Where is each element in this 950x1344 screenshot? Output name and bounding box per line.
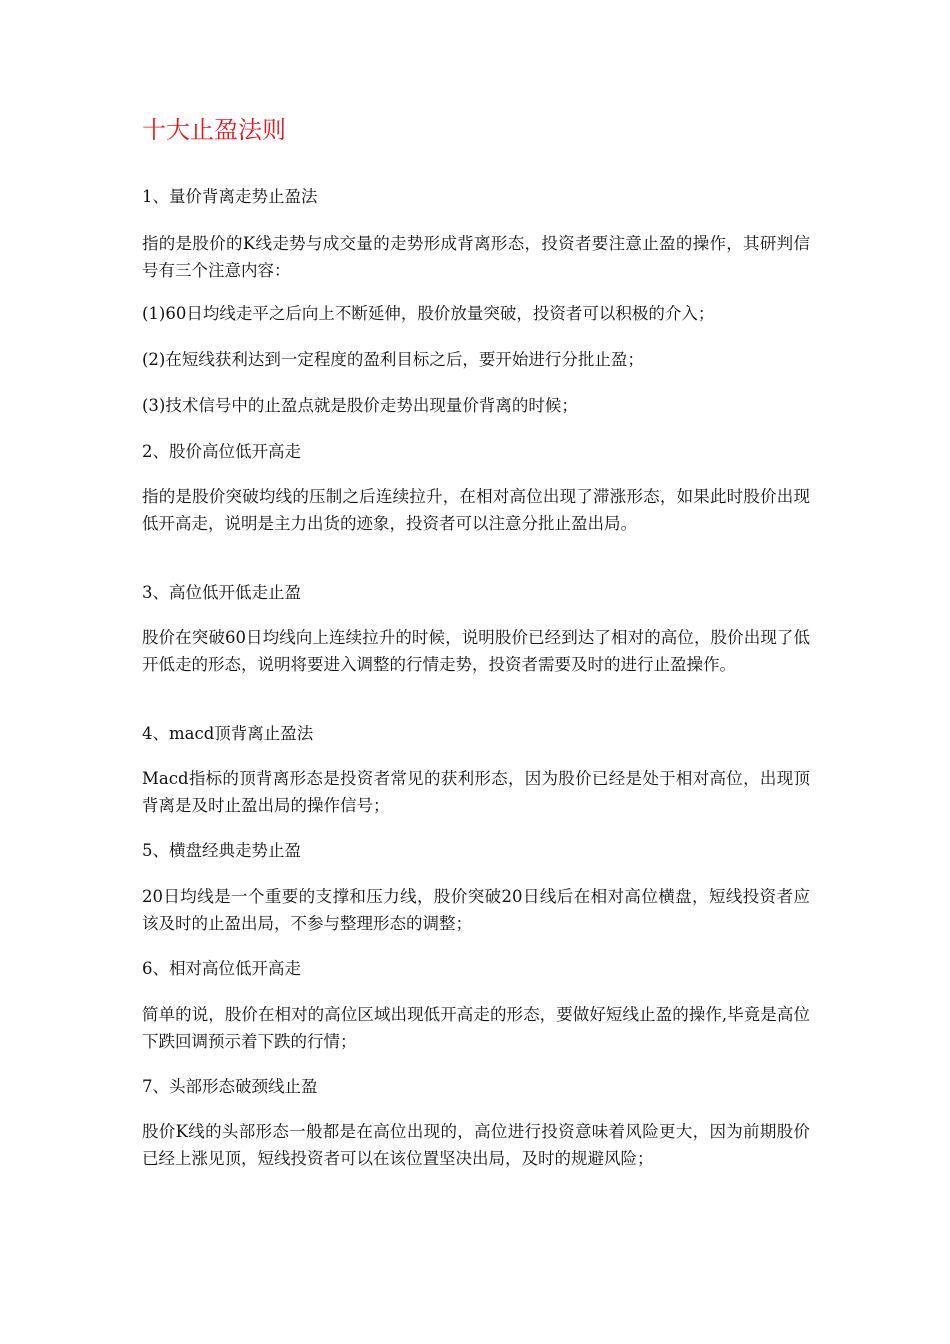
section-1-paragraph-4: (3)技术信号中的止盈点就是股价走势出现量价背离的时候； (142, 396, 578, 415)
section-heading-6: 6、相对高位低开高走 (142, 959, 301, 978)
section-heading-1: 1、量价背离走势止盈法 (142, 187, 318, 206)
section-heading-7: 7、头部形态破颈线止盈 (142, 1077, 318, 1096)
section-7-paragraph-1: 股价K线的头部形态一般都是在高位出现的，高位进行投资意味着风险更大，因为前期股价已经上涨见顶，短线投资者可以在该位置坚决出局，及时的规避风险； (142, 1122, 810, 1168)
section-5-paragraph-1: 20日均线是一个重要的支撑和压力线，股价突破20日线后在相对高位横盘，短线投资者应该及时的止盈出局，不参与整理形态的调整； (142, 887, 810, 933)
section-3-paragraph-1: 股价在突破60日均线向上连续拉升的时候，说明股价已经到达了相对的高位，股价出现了低开低走的形态，说明将要进入调整的行情走势，投资者需要及时的进行止盈操作。 (142, 628, 810, 674)
section-1-paragraph-2: (1)60日均线走平之后向上不断延伸，股价放量突破，投资者可以积极的介入； (142, 304, 715, 323)
section-6-paragraph-1: 简单的说，股价在相对的高位区域出现低开高走的形态，要做好短线止盈的操作,毕竟是高位下跌回调预示着下跌的行情； (142, 1005, 810, 1051)
section-heading-4: 4、macd顶背离止盈法 (142, 724, 314, 743)
section-1-paragraph-1: 指的是股价的K线走势与成交量的走势形成背离形态，投资者要注意止盈的操作，其研判信号有三个注意内容： (142, 234, 810, 280)
section-heading-5: 5、横盘经典走势止盈 (142, 841, 301, 860)
section-2-paragraph-1: 指的是股价突破均线的压制之后连续拉升，在相对高位出现了滞涨形态，如果此时股价出现低开高走，说明是主力出货的迹象，投资者可以注意分批止盈出局。 (142, 487, 810, 533)
page-title: 十大止盈法则 (142, 116, 286, 144)
section-4-paragraph-1: Macd指标的顶背离形态是投资者常见的获利形态，因为股价已经是处于相对高位，出现顶背离是及时止盈出局的操作信号； (142, 769, 810, 815)
section-1-paragraph-3: (2)在短线获利达到一定程度的盈利目标之后，要开始进行分批止盈； (142, 350, 644, 369)
section-heading-3: 3、高位低开低走止盈 (142, 583, 301, 602)
section-heading-2: 2、股价高位低开高走 (142, 442, 301, 461)
